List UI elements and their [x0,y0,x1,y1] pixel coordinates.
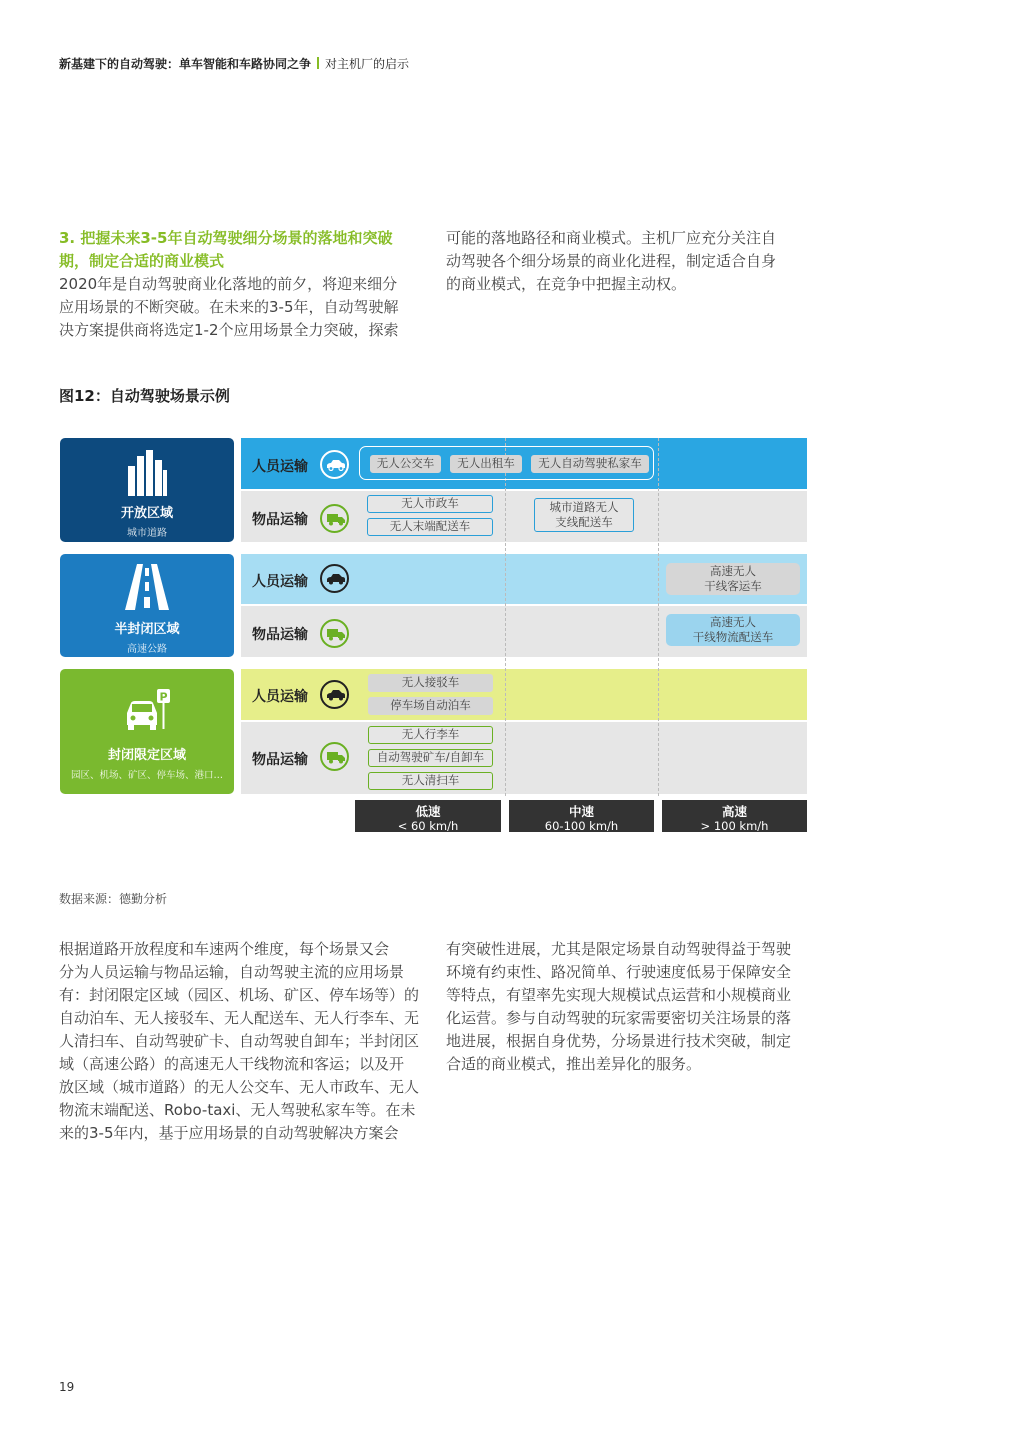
tag-urban-branch [534,498,634,532]
parking-car-icon [123,689,173,737]
truck-icon [320,742,349,771]
figure-title: 图12：自动驾驶场景示例 [59,387,230,405]
zone-open [60,438,234,542]
highway-road-icon [123,564,171,614]
tag-hw-logistics [666,614,800,646]
section-right-line: 动驾驶各个细分场景的商业化进程，制定适合自身 [446,252,777,270]
tag-last-mile: 无人末端配送车 [367,518,493,536]
truck-icon [320,619,349,648]
speed-low-range: < 60 km/h [397,819,459,833]
column-divider [658,438,659,796]
car-icon [320,680,349,709]
section-heading-line2: 期，制定合适的商业模式 [59,252,225,270]
section-left-column [59,227,421,342]
tag-parking: 停车场自动泊车 [368,697,493,715]
car-icon [320,564,349,593]
section-heading-line1: 3. 把握未来3-5年自动驾驶细分场景的落地和突破 [59,229,393,247]
speed-high-name: 高速 [721,804,747,819]
zone-semi-closed-name: 半封闭区域 [114,622,180,637]
body-left-line: 人清扫车、自动驾驶矿卡、自动驾驶自卸车；半封闭区 [59,1032,420,1050]
zone-closed-restricted [60,669,234,794]
header-subtitle: 对主机厂的启示 [325,57,410,71]
row-label-people: 人员运输 [252,574,308,590]
row-label-goods: 物品运输 [252,512,308,528]
figure-source: 数据来源：德勤分析 [59,892,168,906]
tag-hw-logistics-line1: 高速无人 [710,615,756,629]
header-separator [317,57,319,69]
page-number: 19 [59,1380,75,1394]
tag-bus: 无人公交车 [370,455,441,473]
body-left-line: 自动泊车、无人接驳车、无人配送车、无人行李车、无 [59,1009,420,1027]
body-right-column [446,938,808,1076]
row-label-people: 人员运输 [252,689,308,705]
speed-mid [509,800,654,832]
body-left-line: 来的3-5年内，基于应用场景的自动驾驶解决方案会 [59,1124,399,1142]
body-left-line: 域（高速公路）的高速无人干线物流和客运；以及开 [59,1055,405,1073]
running-header [59,55,409,72]
speed-high-range: > 100 km/h [700,819,769,833]
body-right-line: 地进展，根据自身优势，分场景进行技术突破，制定 [446,1032,792,1050]
body-left-line: 有：封闭限定区域（园区、机场、矿区、停车场等）的 [59,986,420,1004]
zone-open-sub: 城市道路 [127,528,167,539]
body-right-line: 有突破性进展，尤其是限定场景自动驾驶得益于驾驶 [446,940,792,958]
section-right-column [446,227,808,296]
section-right-line: 的商业模式，在竞争中把握主动权。 [446,275,687,293]
tag-mining: 自动驾驶矿车/自卸车 [368,749,493,767]
car-icon [320,450,349,479]
speed-low-name: 低速 [415,804,441,819]
tag-hw-passenger-line1: 高速无人 [710,564,756,578]
body-left-line: 分为人员运输与物品运输，自动驾驶主流的应用场景 [59,963,405,981]
body-left-line: 放区域（城市道路）的无人公交车、无人市政车、无人 [59,1078,420,1096]
tag-hw-passenger [666,563,800,595]
svg-text:P: P [159,690,168,704]
column-divider [505,438,506,796]
tag-hw-logistics-line2: 干线物流配送车 [692,630,774,644]
section-right-line: 可能的落地路径和商业模式。主机厂应充分关注自 [446,229,777,247]
tag-municipal: 无人市政车 [367,495,493,513]
tag-urban-branch-line1: 城市道路无人 [549,500,619,514]
tag-sweeper: 无人清扫车 [368,772,493,790]
row-label-people: 人员运输 [252,459,308,475]
speed-low [355,800,501,832]
speed-mid-name: 中速 [568,804,594,819]
city-buildings-icon [126,448,168,500]
tag-luggage: 无人行李车 [368,726,493,744]
tag-urban-branch-line2: 支线配送车 [555,515,613,529]
row-label-goods: 物品运输 [252,627,308,643]
zone-semi-closed [60,554,234,657]
speed-mid-range: 60-100 km/h [544,819,619,833]
row-label-goods: 物品运输 [252,752,308,768]
section-left-line: 2020年是自动驾驶商业化落地的前夕，将迎来细分 [59,275,398,293]
body-left-line: 物流末端配送、Robo-taxi、无人驾驶私家车等。在未 [59,1101,416,1119]
zone-closed-name: 封闭限定区域 [107,748,186,763]
zone-closed-sub: 园区、机场、矿区、停车场、港口… [70,770,223,781]
body-left-line: 根据道路开放程度和车速两个维度，每个场景又会 [59,940,390,958]
body-right-line: 合适的商业模式，推出差异化的服务。 [446,1055,702,1073]
body-right-line: 化运营。参与自动驾驶的玩家需要密切关注场景的落 [446,1009,792,1027]
zone-open-name: 开放区域 [120,506,173,521]
speed-high [662,800,807,832]
truck-icon [320,504,349,533]
tag-hw-passenger-line2: 干线客运车 [704,579,762,593]
section-left-line: 决方案提供商将选定1-2个应用场景全力突破，探索 [59,321,399,339]
tag-private-car: 无人自动驾驶私家车 [531,455,649,473]
tag-shuttle: 无人接驳车 [368,674,493,692]
tag-taxi: 无人出租车 [450,455,522,473]
section-left-line: 应用场景的不断突破。在未来的3-5年，自动驾驶解 [59,298,399,316]
body-right-line: 等特点，有望率先实现大规模试点运营和小规模商业 [446,986,792,1004]
body-left-column [59,938,421,1145]
body-right-line: 环境有约束性、路况简单、行驶速度低易于保障安全 [446,963,792,981]
zone-semi-closed-sub: 高速公路 [127,644,167,655]
header-title: 新基建下的自动驾驶：单车智能和车路协同之争 [59,57,312,71]
